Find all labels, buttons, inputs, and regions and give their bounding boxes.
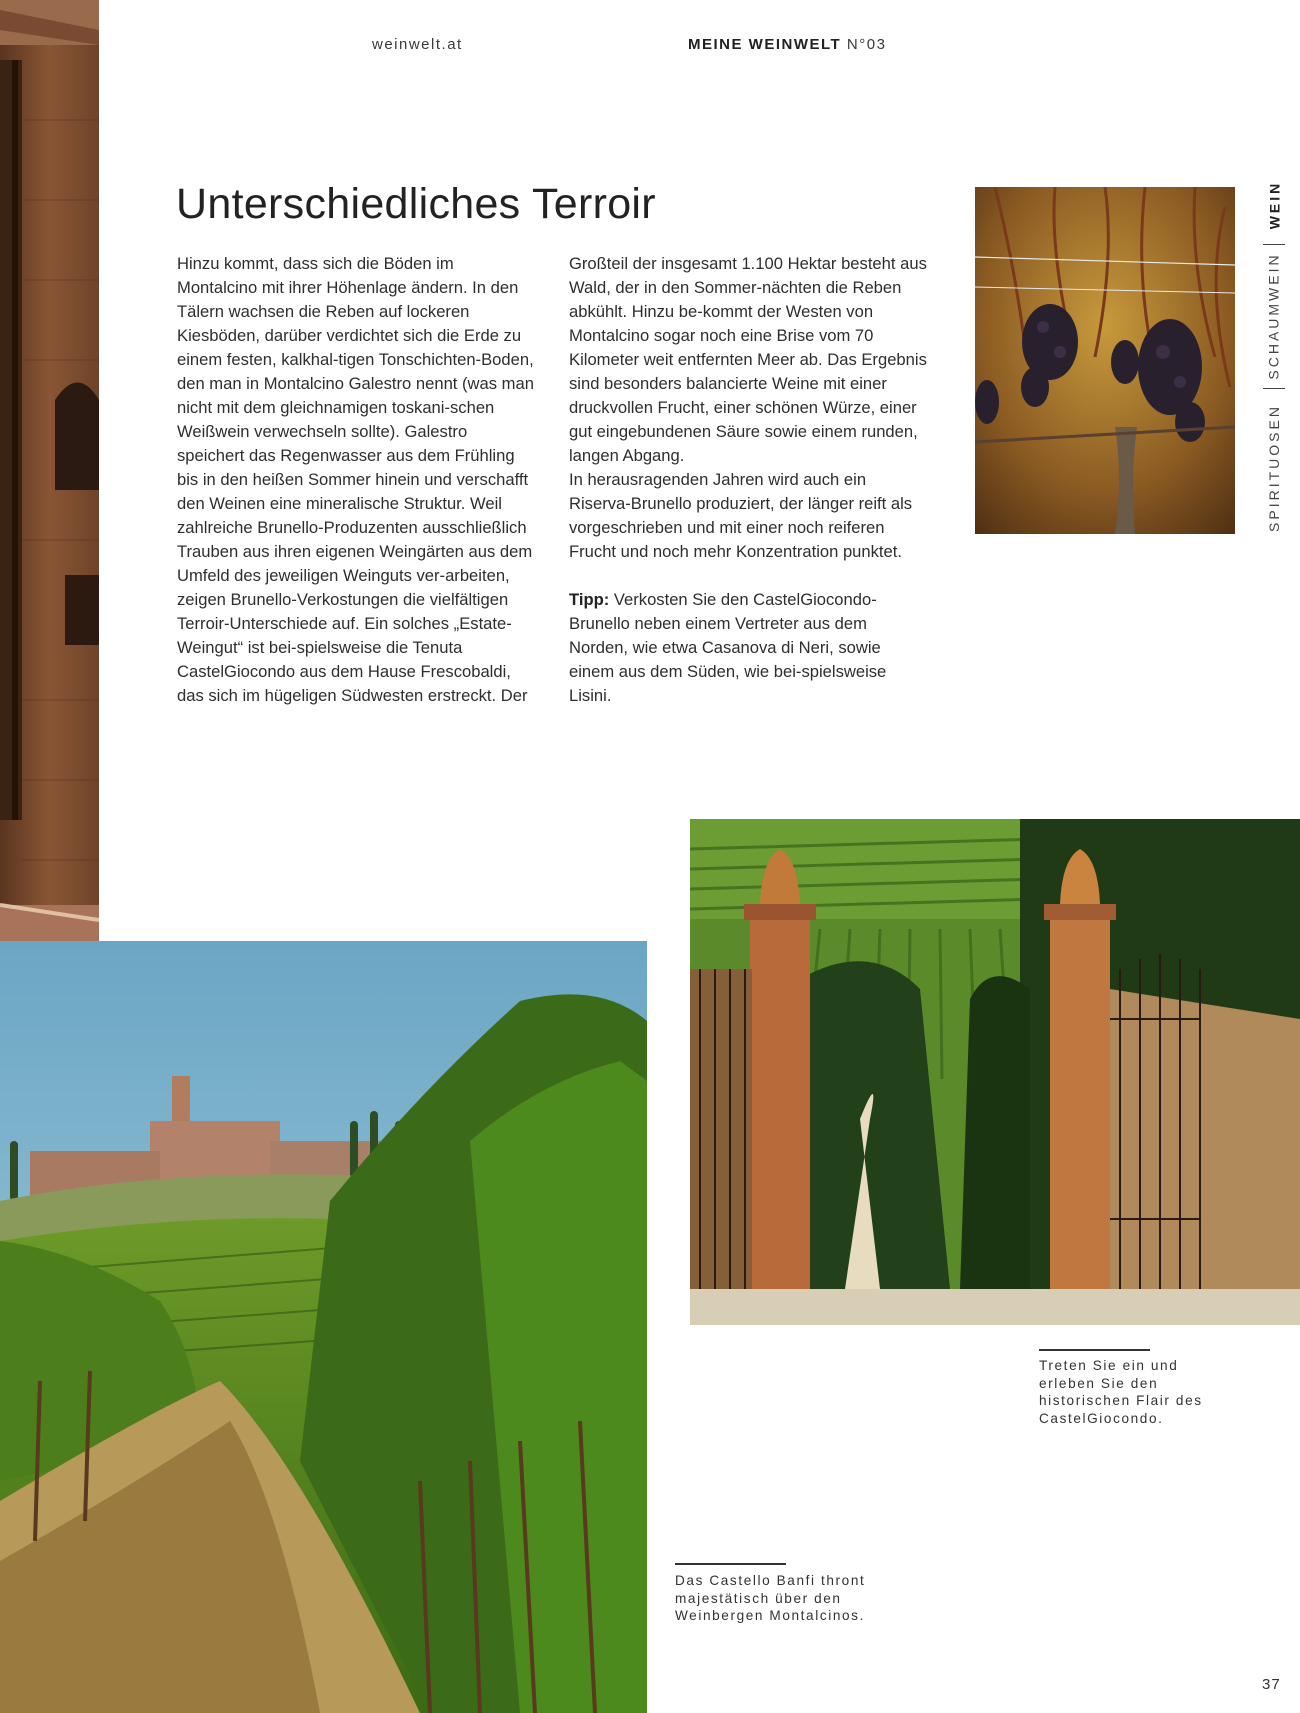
article-column-2 bbox=[569, 252, 929, 708]
caption-rule bbox=[675, 1563, 786, 1565]
tab-schaumwein[interactable]: SCHAUMWEIN bbox=[1266, 252, 1283, 380]
caption-rule bbox=[1039, 1349, 1150, 1351]
magazine-name: MEINE WEINWELT bbox=[688, 36, 842, 53]
article-title: Unterschiedliches Terroir bbox=[176, 180, 656, 228]
castelgiocondo-gate-photo bbox=[690, 819, 1300, 1325]
tip-label: Tipp: bbox=[569, 590, 610, 609]
column-1-text: Hinzu kommt, dass sich die Böden im Montalcino mit ihrer Höhenlage ändern. In den Tälern wachsen die Reben auf lockeren Kiesböden, darüber verdichtet sich die Erde zu einem festen, kalkhal-tigen Tonschichten-Boden, den man in Montalcino Galestro nennt (was man nicht mit dem gleichnamigen toskani-schen Weißwein verwechseln sollte). Galestro speichert das Regenwasser aus dem Frühling bis in den heißen Sommer hinein und verschafft den Weinen eine mineralische Struktur. Weil zahlreiche Brunello-Produzenten ausschließlich Trauben aus ihren eigenen Weingärten aus dem Umfeld des jeweiligen Weinguts ver-arbeiten, zeigen Brunello-Verkostungen die vielfältigen Terroir-Unterschiede auf. Ein solches „Estate-Weingut“ ist bei-spielsweise die Tenuta CastelGiocondo aus dem Hause Frescobaldi, das sich im hügeligen Südwesten erstreckt. Der bbox=[177, 254, 534, 705]
magazine-issue bbox=[688, 36, 886, 53]
tip-text: Verkosten Sie den CastelGiocondo-Brunello neben einem Vertreter aus dem Norden, wie etwa Casanova di Neri, sowie einem aus dem Süden, wie bei-spielsweise Lisini. bbox=[569, 590, 887, 705]
column-2-paragraph-2: In herausragenden Jahren wird auch ein Riserva-Brunello produziert, der länger reift als vorgeschrieben und mit einer noch reiferen Frucht und noch mehr Konzentration punktet. bbox=[569, 470, 913, 561]
column-2-paragraph-1: Großteil der insgesamt 1.100 Hektar besteht aus Wald, der in den Sommer-nächten die Reben abkühlt. Hinzu be-kommt der Westen von Montalcino sogar noch eine Brise vom 70 Kilometer weit entfernten Meer ab. Das Ergebnis sind besonders balancierte Weine mit einer druckvollen Frucht, einer schönen Würze, einer gut eingebundenen Säure sowie einem runden, langen Abgang. bbox=[569, 254, 927, 465]
brick-building-photo bbox=[0, 0, 99, 992]
tab-divider bbox=[1263, 388, 1285, 389]
grapes-photo bbox=[975, 187, 1235, 534]
castello-banfi-photo bbox=[0, 941, 647, 1713]
tip-paragraph bbox=[569, 588, 929, 708]
tab-wein[interactable]: WEIN bbox=[1266, 180, 1282, 230]
tab-divider bbox=[1263, 244, 1285, 245]
article-column-1 bbox=[177, 252, 537, 708]
castle-caption: Das Castello Banfi thront majestätisch über den Weinbergen Montalcinos. bbox=[675, 1573, 866, 1623]
site-url[interactable]: weinwelt.at bbox=[372, 36, 463, 53]
section-tabs bbox=[1258, 180, 1290, 535]
gate-caption: Treten Sie ein und erleben Sie den historischen Flair des CastelGiocondo. bbox=[1039, 1358, 1203, 1426]
issue-number: N°03 bbox=[846, 36, 887, 53]
tab-spirituosen[interactable]: SPIRITUOSEN bbox=[1266, 403, 1282, 532]
page-number: 37 bbox=[1262, 1676, 1281, 1693]
